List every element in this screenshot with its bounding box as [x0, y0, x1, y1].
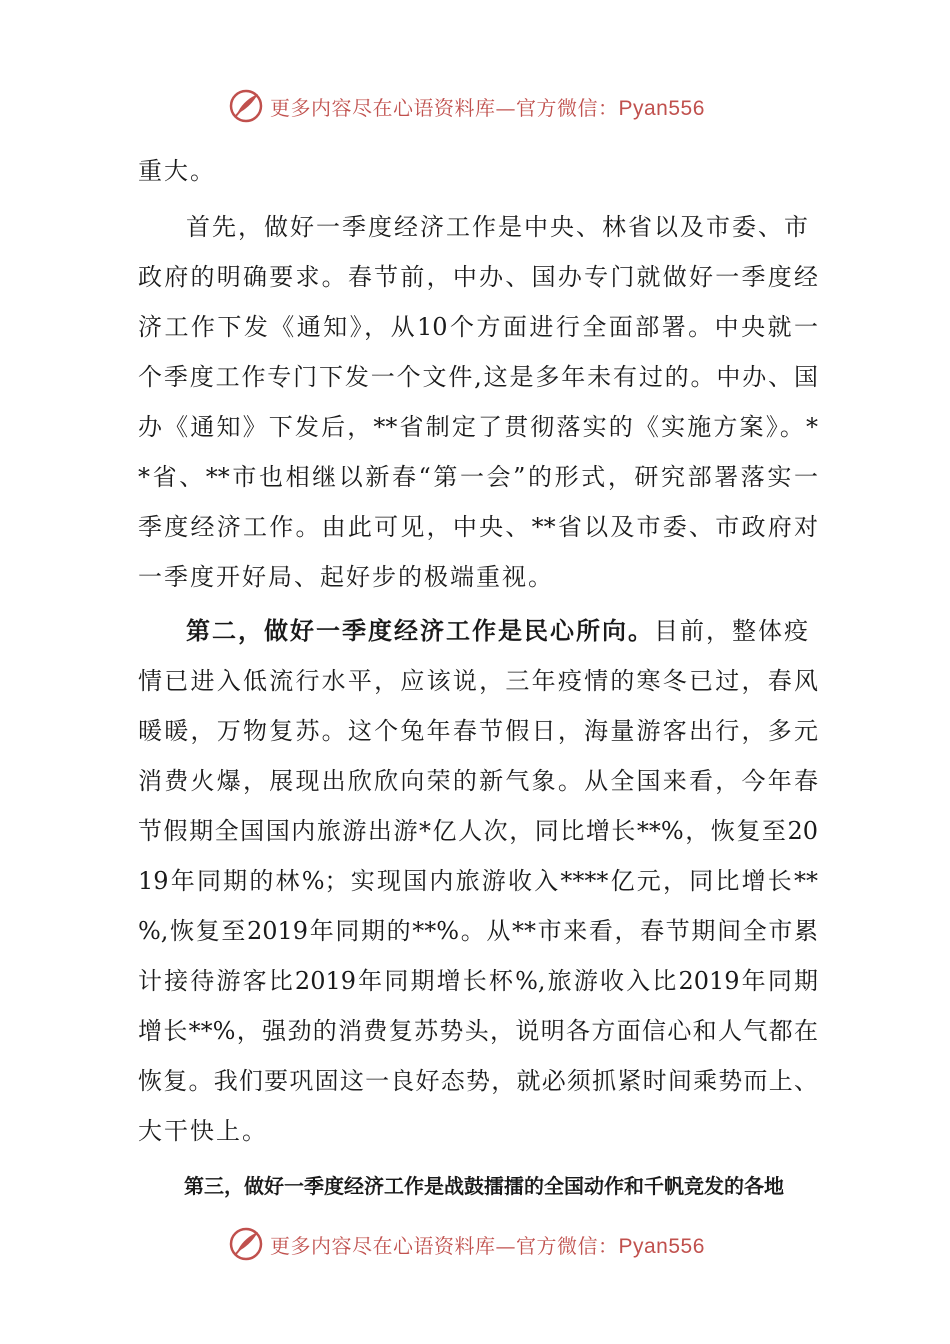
text-line: 重大。	[138, 157, 216, 185]
text-line: %,恢复至2019年同期的**%。从**市来看，春节期间全市累	[138, 917, 818, 945]
watermark-footer	[228, 1224, 705, 1264]
text-line: 大干快上。	[138, 1117, 268, 1145]
text-line: 首先，做好一季度经济工作是中央、林省以及市委、市	[186, 213, 810, 241]
text-line: 节假期全国国内旅游出游*亿人次，同比增长**%，恢复至20	[138, 817, 818, 845]
text-line: 政府的明确要求。春节前，中办、国办专门就做好一季度经	[138, 263, 818, 291]
text-line: 办《通知》下发后，**省制定了贯彻落实的《实施方案》。*	[138, 413, 818, 441]
text-line: 暖暖，万物复苏。这个兔年春节假日，海量游客出行，多元	[138, 717, 818, 745]
text-line: 第二，做好一季度经济工作是民心所向。目前，整体疫	[186, 616, 810, 645]
paragraph-heading: 第三，做好一季度经济工作是战鼓擂擂的全国动作和千帆竞发的各地	[184, 1176, 784, 1198]
text-line: 个季度工作专门下发一个文件,这是多年未有过的。中办、国	[138, 363, 818, 391]
watermark-header	[228, 86, 705, 126]
paragraph-heading: 第二，做好一季度经济工作是民心所向。	[186, 616, 654, 645]
text-line: 计接待游客比2019年同期增长杯%,旅游收入比2019年同期	[138, 967, 818, 995]
text-line: 情已进入低流行水平，应该说，三年疫情的寒冬已过，春风	[138, 667, 818, 695]
text-line: 消费火爆，展现出欣欣向荣的新气象。从全国来看，今年春	[138, 767, 818, 795]
quill-logo-icon	[228, 1226, 264, 1262]
text-line: 季度经济工作。由此可见，中央、**省以及市委、市政府对	[138, 513, 818, 541]
watermark-text: 更多内容尽在心语资料库—官方微信：Pyan556	[270, 1233, 705, 1258]
text-line: 增长**%，强劲的消费复苏势头，说明各方面信心和人气都在	[138, 1017, 818, 1045]
text-line: 一季度开好局、起好步的极端重视。	[138, 563, 554, 591]
watermark-text: 更多内容尽在心语资料库—官方微信：Pyan556	[270, 95, 705, 120]
text-line: 19年同期的林%；实现国内旅游收入****亿元，同比增长**	[138, 867, 818, 895]
text-line: 济工作下发《通知》，从10个方面进行全面部署。中央就一	[138, 313, 818, 341]
text-line: 恢复。我们要巩固这一良好态势，就必须抓紧时间乘势而上、	[138, 1067, 818, 1095]
quill-logo-icon	[228, 88, 264, 124]
text-line: *省、**市也相继以新春“第一会”的形式，研究部署落实一	[138, 463, 818, 491]
